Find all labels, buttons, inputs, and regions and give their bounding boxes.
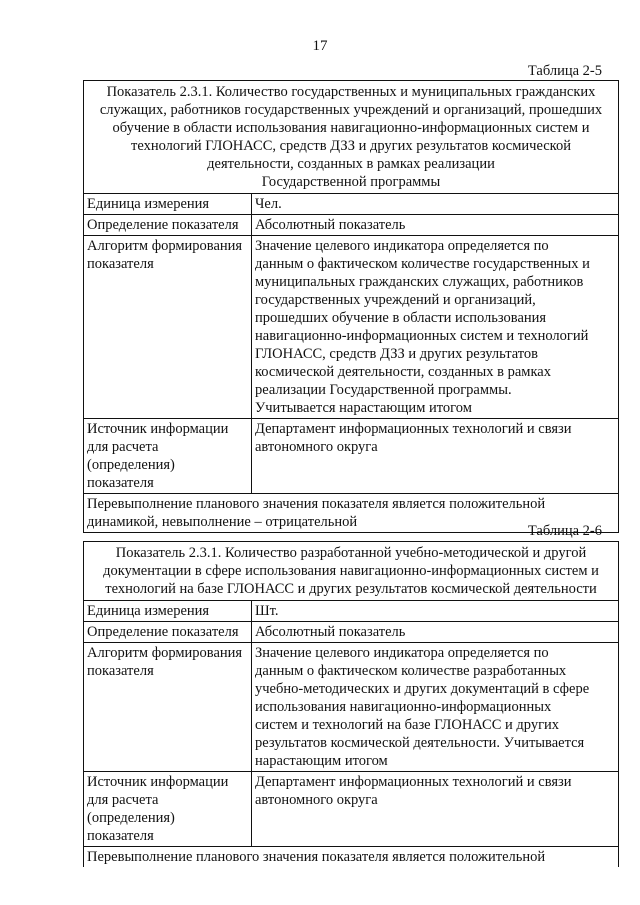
row-value xyxy=(252,194,619,215)
row-label xyxy=(84,601,252,622)
label-line: Алгоритм формирования xyxy=(87,645,243,661)
row-label xyxy=(84,622,252,643)
value-line: данным о фактическом количестве разработанных xyxy=(255,663,567,679)
row-value xyxy=(252,215,619,236)
value-line: использования навигационно-информационных xyxy=(255,699,552,715)
value-line: Шт. xyxy=(255,603,279,619)
title-line: Государственной программы xyxy=(261,174,441,190)
row-label xyxy=(84,194,252,215)
value-line: автономного округа xyxy=(255,439,378,455)
footer-line: Перевыполнение планового значения показателя является положительной xyxy=(87,496,546,512)
value-line: данным о фактическом количестве государственных и xyxy=(255,256,590,272)
footer-line: динамикой, невыполнение – отрицательной xyxy=(87,514,358,530)
value-line: автономного округа xyxy=(255,792,378,808)
value-line: Абсолютный показатель xyxy=(255,217,406,233)
table-row xyxy=(84,643,619,772)
label-line: Определение показателя xyxy=(87,624,239,640)
table-row xyxy=(84,194,619,215)
table-row xyxy=(84,236,619,419)
row-value xyxy=(252,772,619,847)
table-row xyxy=(84,215,619,236)
row-label xyxy=(84,772,252,847)
label-line: показателя xyxy=(87,475,154,491)
title-line: обучение в области использования навигационно-информационных систем и xyxy=(112,120,590,136)
label-line: Источник информации xyxy=(87,421,229,437)
indicator-footer xyxy=(84,847,619,868)
title-line: Показатель 2.3.1. Количество государственных и муниципальных гражданских xyxy=(106,84,596,100)
label-line: Источник информации xyxy=(87,774,229,790)
page-number: 17 xyxy=(312,38,328,54)
row-value xyxy=(252,622,619,643)
value-line: Департамент информационных технологий и связи xyxy=(255,774,572,790)
value-line: учебно-методических и других документаций в сфере xyxy=(255,681,590,697)
value-line: Чел. xyxy=(255,196,282,212)
row-value xyxy=(252,236,619,419)
value-line: Значение целевого индикатора определяется по xyxy=(255,238,549,254)
value-line: Значение целевого индикатора определяется по xyxy=(255,645,549,661)
footer-line: Перевыполнение планового значения показателя является положительной xyxy=(87,849,546,865)
label-line: показателя xyxy=(87,256,154,272)
indicator-title xyxy=(84,542,619,601)
value-line: ГЛОНАСС, средств ДЗЗ и других результатов xyxy=(255,346,539,362)
table-footer-row xyxy=(84,847,619,868)
title-line: технологий на базе ГЛОНАСС и других результатов космической деятельности xyxy=(105,581,597,597)
label-line: (определения) xyxy=(87,810,175,826)
table-row xyxy=(84,772,619,847)
title-line: Показатель 2.3.1. Количество разработанной учебно-методической и другой xyxy=(115,545,587,561)
table-caption-2-6: Таблица 2-6 xyxy=(527,523,602,539)
label-line: для расчета xyxy=(87,439,159,455)
value-line: Учитывается нарастающим итогом xyxy=(255,400,472,416)
row-label xyxy=(84,236,252,419)
value-line: государственных учреждений и организаций, xyxy=(255,292,536,308)
value-line: муниципальных гражданских служащих, работников xyxy=(255,274,584,290)
value-line: прошедших обучение в области использования xyxy=(255,310,547,326)
table-row xyxy=(84,419,619,494)
title-line: технологий ГЛОНАСС, средств ДЗЗ и других результатов космической xyxy=(130,138,572,154)
label-line: показателя xyxy=(87,663,154,679)
label-line: Определение показателя xyxy=(87,217,239,233)
value-line: результатов космической деятельности. Учитывается xyxy=(255,735,585,751)
value-line: нарастающим итогом xyxy=(255,753,388,769)
row-value xyxy=(252,643,619,772)
label-line: Единица измерения xyxy=(87,196,210,212)
title-line: документации в сфере использования навигационно-информационных систем и xyxy=(103,563,599,579)
table-title-row xyxy=(84,542,619,601)
value-line: навигационно-информационных систем и технологий xyxy=(255,328,589,344)
label-line: (определения) xyxy=(87,457,175,473)
indicator-table-2-6 xyxy=(83,541,619,867)
label-line: Алгоритм формирования xyxy=(87,238,243,254)
label-line: показателя xyxy=(87,828,154,844)
value-line: космической деятельности, созданных в рамках xyxy=(255,364,551,380)
value-line: Абсолютный показатель xyxy=(255,624,406,640)
table-row xyxy=(84,601,619,622)
row-label xyxy=(84,419,252,494)
row-label xyxy=(84,643,252,772)
table-row xyxy=(84,622,619,643)
indicator-table-2-5 xyxy=(83,80,619,533)
value-line: Департамент информационных технологий и связи xyxy=(255,421,572,437)
label-line: для расчета xyxy=(87,792,159,808)
title-line: служащих, работников государственных учреждений и организаций, прошедших xyxy=(99,102,603,118)
row-value xyxy=(252,601,619,622)
table-caption-2-5: Таблица 2-5 xyxy=(527,63,602,79)
indicator-title xyxy=(84,81,619,194)
value-line: систем и технологий на базе ГЛОНАСС и других xyxy=(255,717,560,733)
value-line: реализации Государственной программы. xyxy=(255,382,512,398)
table-title-row xyxy=(84,81,619,194)
title-line: деятельности, созданных в рамках реализации xyxy=(207,156,495,172)
row-value xyxy=(252,419,619,494)
row-label xyxy=(84,215,252,236)
label-line: Единица измерения xyxy=(87,603,210,619)
